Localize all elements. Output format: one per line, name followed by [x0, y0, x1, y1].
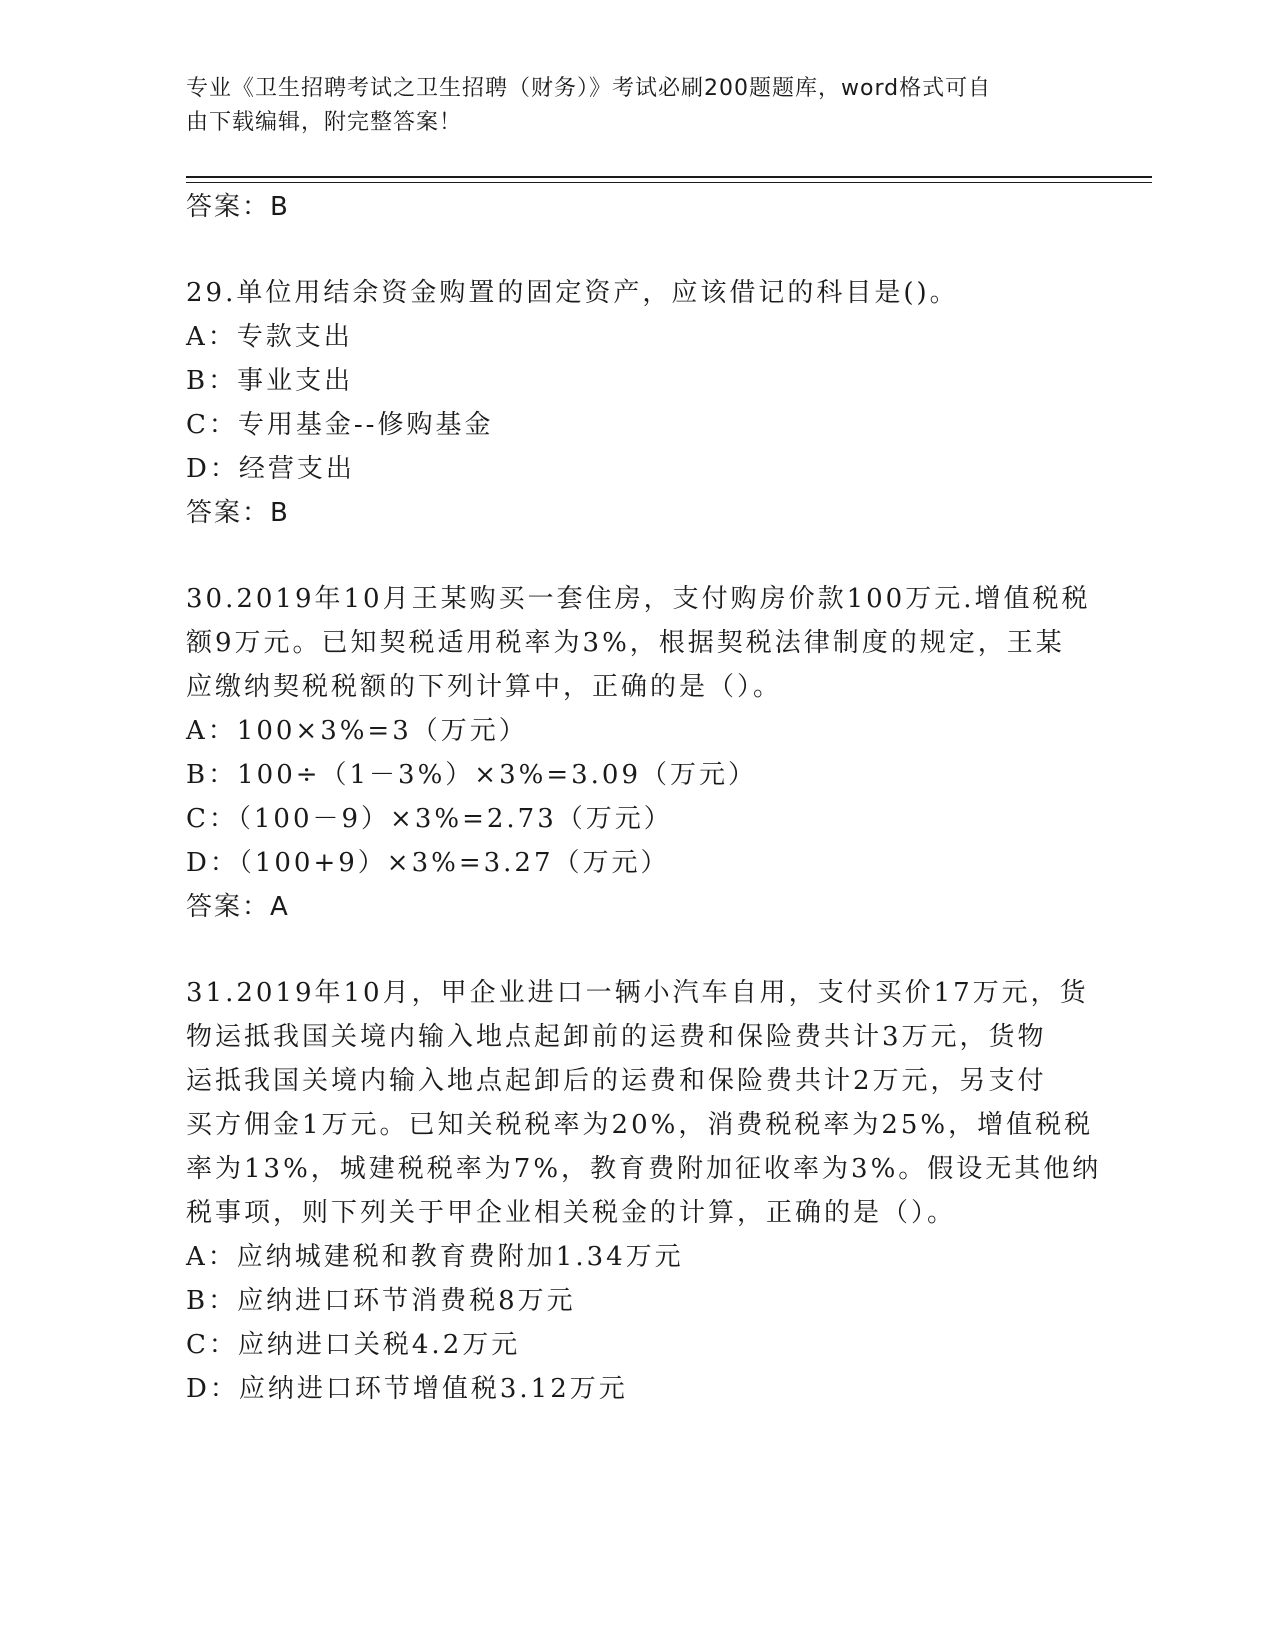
- question-30-stem-line-3: 应缴纳契税税额的下列计算中，正确的是（）。: [186, 672, 783, 702]
- question-30-stem-line-1: 30.2019年10月王某购买一套住房，支付购房价款100万元.增值税税: [186, 584, 1091, 614]
- question-30-option-c: C：（100－9）×3%=2.73（万元）: [186, 804, 673, 834]
- question-29-option-a: A：专款支出: [186, 322, 353, 352]
- question-29-option-b: B：事业支出: [186, 366, 354, 396]
- question-31-option-a: A：应纳城建税和教育费附加1.34万元: [186, 1242, 684, 1272]
- question-30-option-a: A：100×3%=3（万元）: [186, 716, 528, 746]
- question-31-stem-line-1: 31.2019年10月，甲企业进口一辆小汽车自用，支付买价17万元，货: [186, 978, 1089, 1008]
- question-31-option-b: B：应纳进口环节消费税8万元: [186, 1286, 576, 1316]
- question-31-stem-line-2: 物运抵我国关境内输入地点起卸前的运费和保险费共计3万元，货物: [186, 1022, 1047, 1052]
- question-31-option-c: C：应纳进口关税4.2万元: [186, 1330, 521, 1360]
- answer-q28: 答案：B: [186, 192, 290, 222]
- question-31-stem-line-5: 率为13%，城建税税率为7%，教育费附加征收率为3%。假设无其他纳: [186, 1154, 1102, 1184]
- answer-q29: 答案：B: [186, 498, 290, 528]
- page-header: [186, 72, 1066, 140]
- question-31-stem-line-4: 买方佣金1万元。已知关税税率为20%，消费税税率为25%，增值税税: [186, 1110, 1094, 1140]
- question-31-stem-line-6: 税事项，则下列关于甲企业相关税金的计算，正确的是（）。: [186, 1198, 957, 1228]
- question-30-option-b: B：100÷（1－3%）×3%=3.09（万元）: [186, 760, 758, 790]
- question-29-option-c: C：专用基金--修购基金: [186, 410, 494, 440]
- header-divider: [186, 176, 1152, 178]
- question-30-option-d: D：（100+9）×3%=3.27（万元）: [186, 848, 670, 878]
- header-divider-thin: [186, 182, 1152, 183]
- question-30-stem-line-2: 额9万元。已知契税适用税率为3%，根据契税法律制度的规定，王某: [186, 628, 1065, 658]
- header-line-2: 由下载编辑，附完整答案！: [186, 110, 463, 135]
- question-29-stem: 29.单位用结余资金购置的固定资产，应该借记的科目是()。: [186, 278, 959, 308]
- question-29-option-d: D：经营支出: [186, 454, 355, 484]
- question-31-stem-line-3: 运抵我国关境内输入地点起卸后的运费和保险费共计2万元，另支付: [186, 1066, 1047, 1096]
- answer-q30: 答案：A: [186, 892, 290, 922]
- question-31-option-d: D：应纳进口环节增值税3.12万元: [186, 1374, 628, 1404]
- header-line-1: 专业《卫生招聘考试之卫生招聘（财务）》考试必刷200题题库，word格式可自: [186, 76, 992, 101]
